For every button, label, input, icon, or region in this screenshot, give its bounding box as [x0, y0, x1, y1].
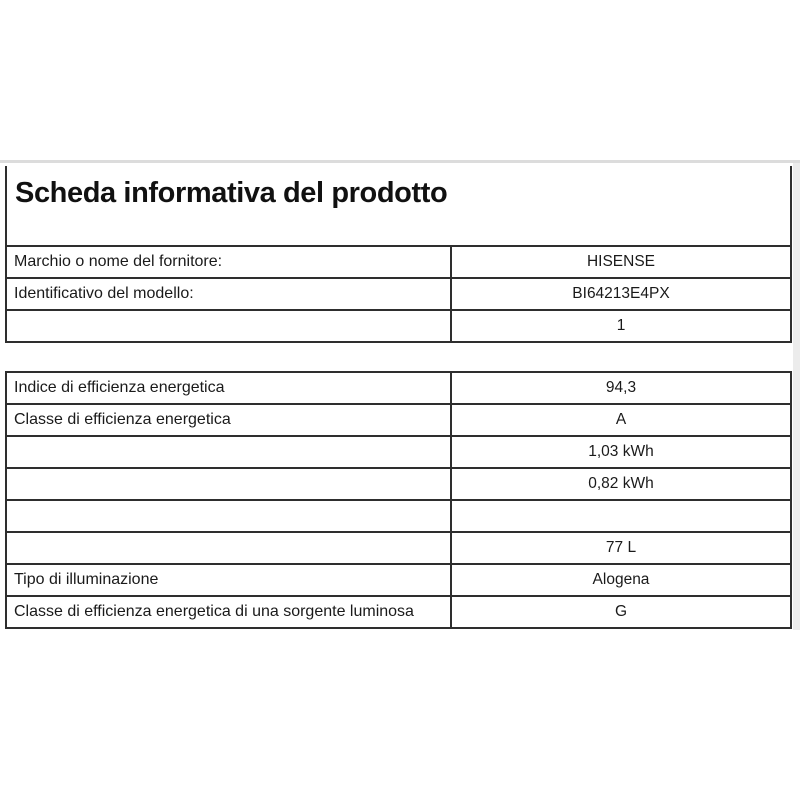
table-row — [7, 309, 790, 341]
row-value — [452, 501, 790, 531]
row-label: Tipo di illuminazione — [7, 565, 452, 595]
row-value: A — [615, 411, 627, 428]
table-row — [7, 277, 790, 309]
table-row — [7, 531, 790, 563]
table-row — [7, 247, 790, 277]
table-row — [7, 467, 790, 499]
top-divider-line — [0, 160, 800, 163]
row-label: Classe di efficienza energetica — [7, 405, 452, 435]
row-label — [7, 437, 452, 467]
row-label: Classe di efficienza energetica di una sorgente luminosa — [7, 597, 452, 627]
row-value: 94,3 — [605, 379, 637, 396]
row-label — [7, 311, 452, 341]
table-row — [7, 563, 790, 595]
table-row — [7, 595, 790, 627]
row-label: Identificativo del modello: — [7, 279, 452, 309]
row-value: 1,03 kWh — [588, 443, 654, 460]
supplier-table — [5, 245, 792, 343]
row-label: Indice di efficienza energetica — [7, 373, 452, 403]
energy-table — [5, 371, 792, 629]
table-row — [7, 403, 790, 435]
row-value: HISENSE — [586, 253, 656, 270]
sheet-title-box — [5, 166, 792, 245]
row-label — [7, 501, 452, 531]
row-label: Marchio o nome del fornitore: — [7, 247, 452, 277]
table-row — [7, 373, 790, 403]
row-label — [7, 469, 452, 499]
row-value: Alogena — [592, 571, 650, 588]
product-info-sheet — [5, 166, 792, 629]
row-value: BI64213E4PX — [572, 285, 670, 302]
table-row — [7, 499, 790, 531]
row-value: 1 — [616, 317, 626, 334]
row-value: 0,82 kWh — [588, 475, 654, 492]
table-row — [7, 435, 790, 467]
row-value: G — [614, 603, 628, 620]
row-label — [7, 533, 452, 563]
page-title: Scheda informativa del prodotto — [15, 177, 448, 209]
right-edge-strip — [793, 163, 800, 630]
row-value: 77 L — [605, 539, 637, 556]
